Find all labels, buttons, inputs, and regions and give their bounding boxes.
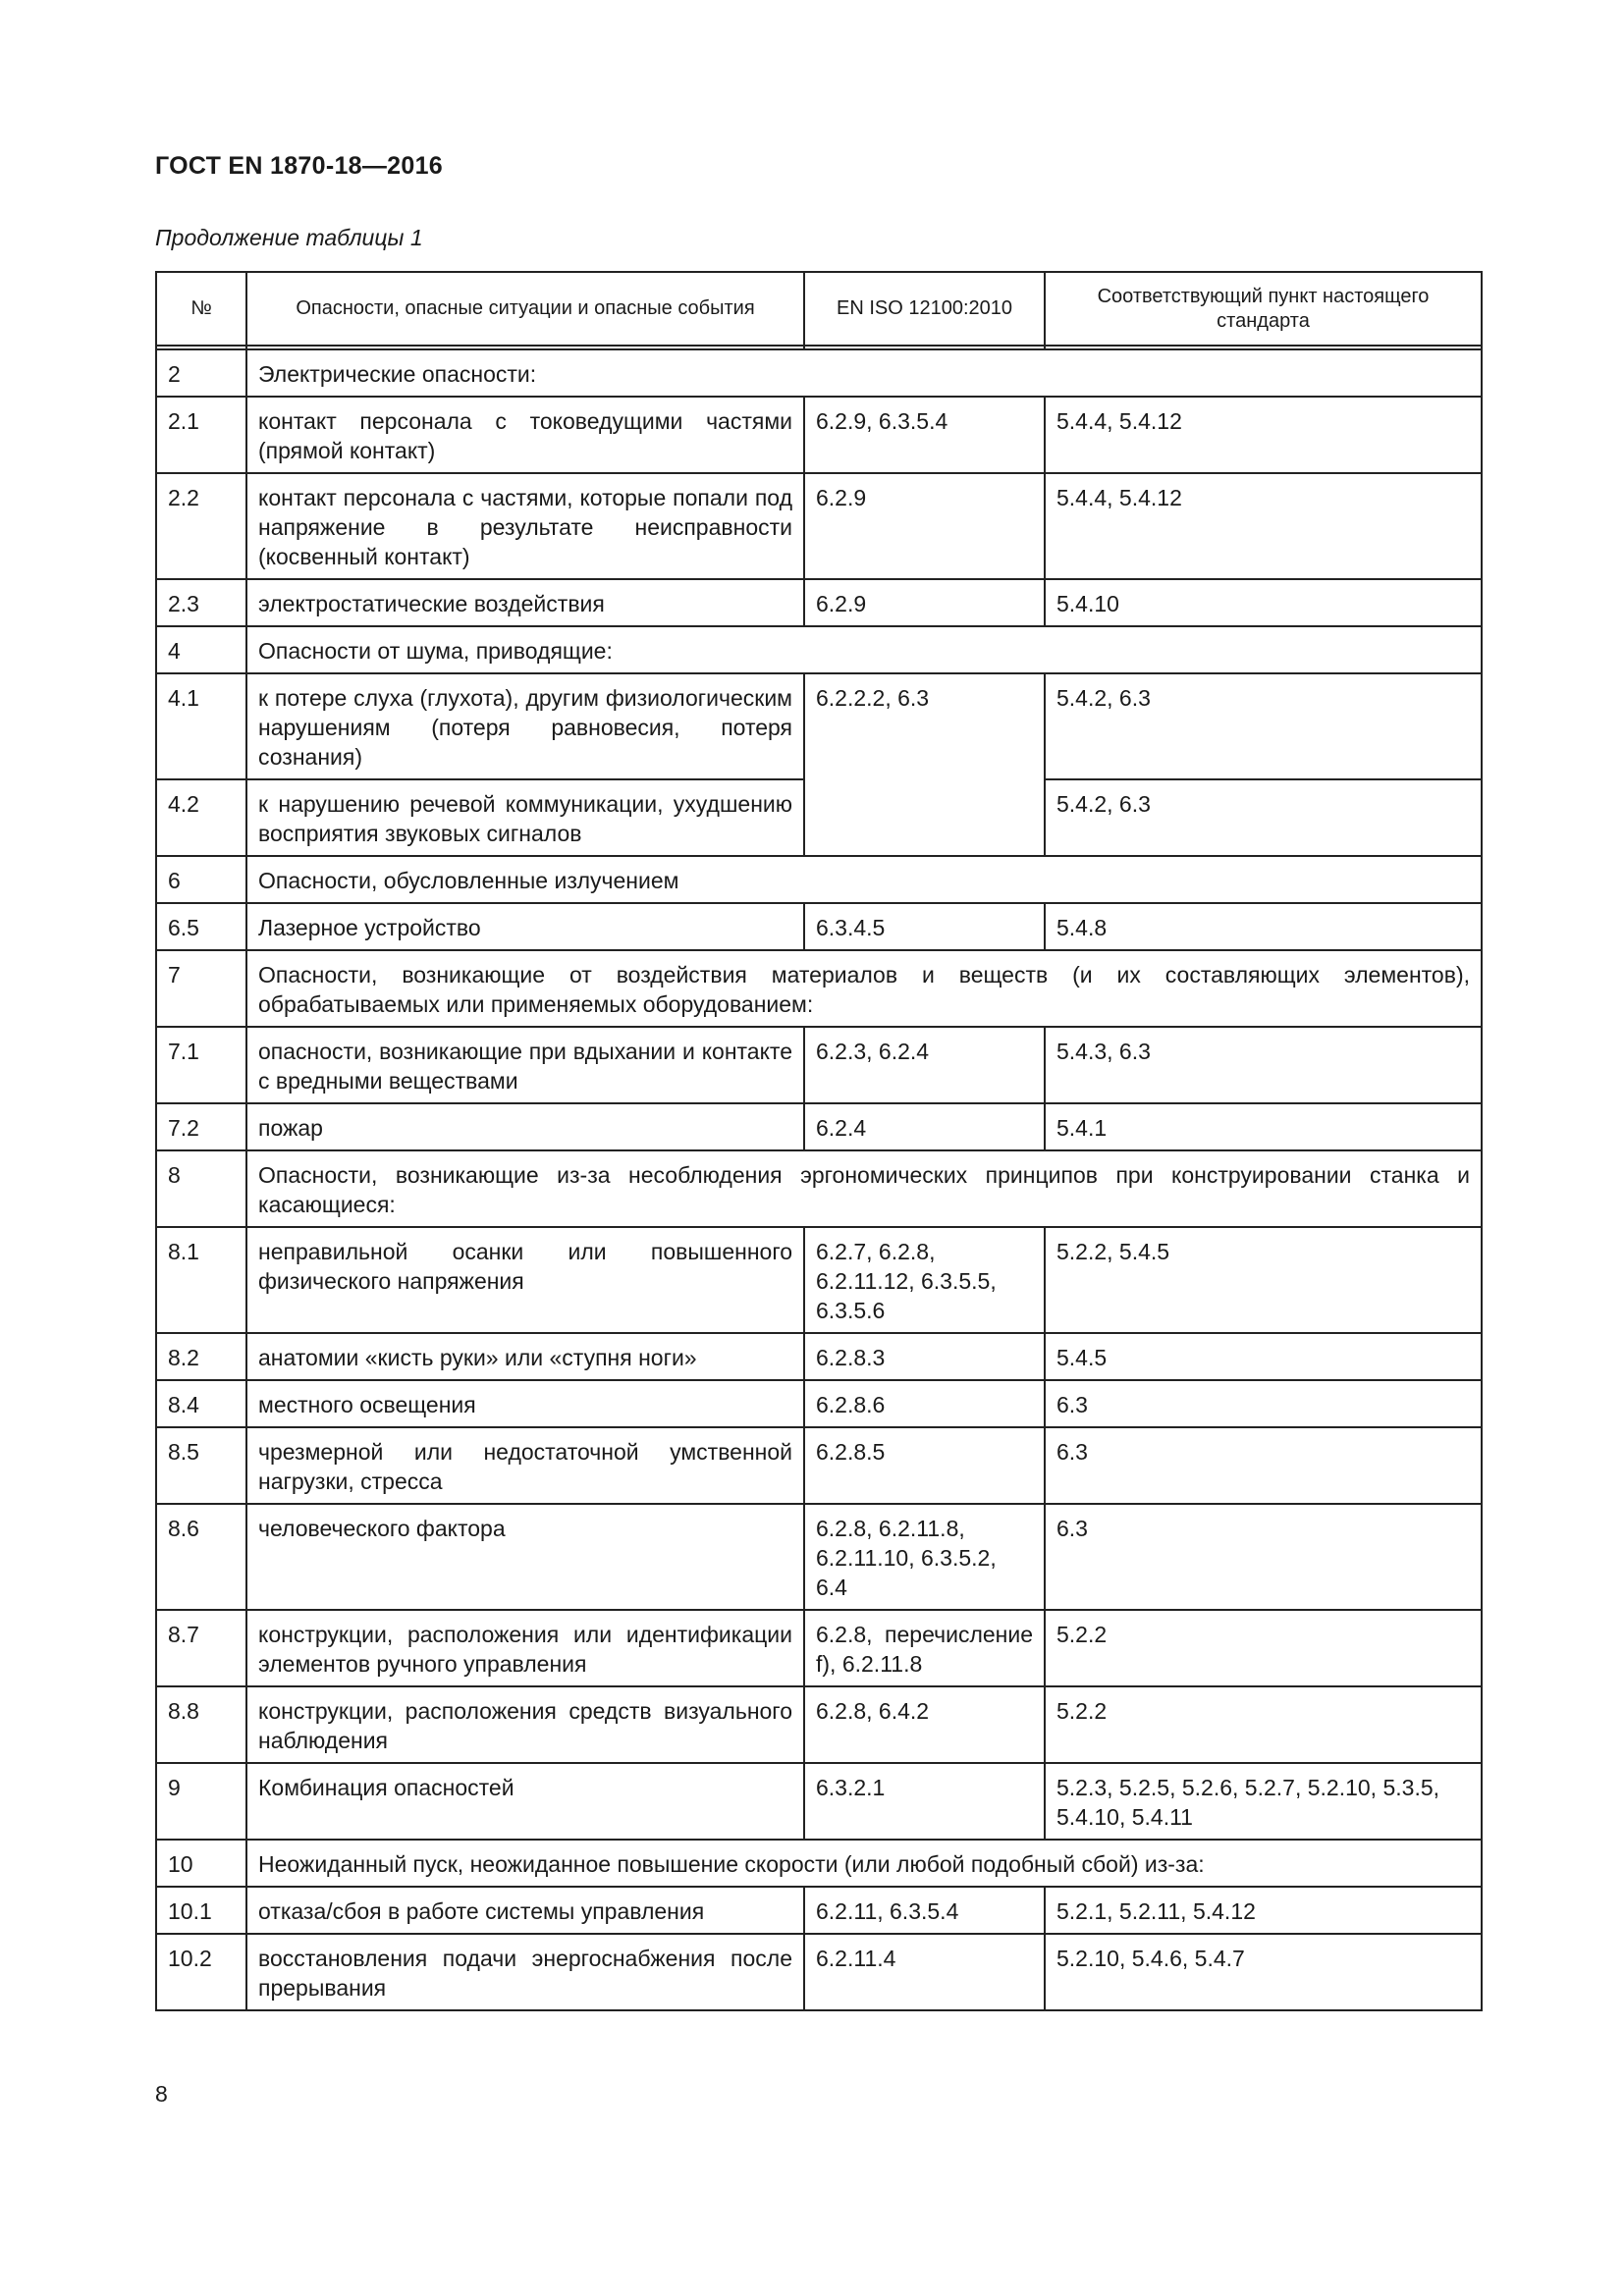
row-iso-ref: 6.2.9 [804, 579, 1045, 626]
row-clause-ref: 5.4.2, 6.3 [1045, 673, 1482, 779]
row-number: 8.4 [156, 1380, 246, 1427]
row-iso-ref: 6.3.2.1 [804, 1763, 1045, 1840]
row-clause-ref: 5.4.4, 5.4.12 [1045, 473, 1482, 579]
row-number: 2.2 [156, 473, 246, 579]
table-caption: Продолжение таблицы 1 [155, 225, 423, 250]
table-row [156, 1763, 1482, 1840]
row-number: 2.1 [156, 397, 246, 473]
table-row [156, 1686, 1482, 1763]
table-row [156, 1103, 1482, 1150]
table-row [156, 903, 1482, 950]
row-number: 10 [156, 1840, 246, 1887]
row-number: 8.2 [156, 1333, 246, 1380]
row-description: контакт персонала с токоведущими частями (прямой контакт) [246, 397, 804, 473]
row-number: 8.6 [156, 1504, 246, 1610]
row-description: конструкции, расположения или идентификации элементов ручного управления [246, 1610, 804, 1686]
row-description: неправильной осанки или повышенного физического напряжения [246, 1227, 804, 1333]
row-number: 6.5 [156, 903, 246, 950]
table-row [156, 1934, 1482, 2010]
table-row [156, 1427, 1482, 1504]
row-description: отказа/сбоя в работе системы управления [246, 1887, 804, 1934]
row-clause-ref: 5.4.3, 6.3 [1045, 1027, 1482, 1103]
table-row [156, 1227, 1482, 1333]
row-iso-ref: 6.2.4 [804, 1103, 1045, 1150]
row-iso-ref: 6.2.11.4 [804, 1934, 1045, 2010]
row-description: Опасности, возникающие из-за несоблюдения эргономических принципов при конструировании станка и касающиеся: [246, 1150, 1482, 1227]
row-description: Опасности, обусловленные излучением [246, 856, 1482, 903]
row-description: конструкции, расположения средств визуального наблюдения [246, 1686, 804, 1763]
row-iso-ref: 6.2.11, 6.3.5.4 [804, 1887, 1045, 1934]
row-iso-ref: 6.2.2.2, 6.3 [804, 673, 1045, 856]
row-description: чрезмерной или недостаточной умственной нагрузки, стресса [246, 1427, 804, 1504]
table-row [156, 1887, 1482, 1934]
table-row [156, 1380, 1482, 1427]
table-row [156, 397, 1482, 473]
table-row [156, 579, 1482, 626]
row-number: 7.1 [156, 1027, 246, 1103]
table-row [156, 856, 1482, 903]
row-iso-ref: 6.2.8, 6.4.2 [804, 1686, 1045, 1763]
table-row [156, 349, 1482, 397]
row-number: 8.8 [156, 1686, 246, 1763]
row-description: к нарушению речевой коммуникации, ухудшению восприятия звуковых сигналов [246, 779, 804, 856]
row-description: Опасности от шума, приводящие: [246, 626, 1482, 673]
table-row [156, 626, 1482, 673]
table-row [156, 950, 1482, 1027]
row-iso-ref: 6.2.8.6 [804, 1380, 1045, 1427]
row-clause-ref: 5.2.2 [1045, 1686, 1482, 1763]
row-description: Неожиданный пуск, неожиданное повышение скорости (или любой подобный сбой) из-за: [246, 1840, 1482, 1887]
table-row [156, 1027, 1482, 1103]
row-description: Лазерное устройство [246, 903, 804, 950]
row-description: к потере слуха (глухота), другим физиологическим нарушениям (потеря равновесия, потеря сознания) [246, 673, 804, 779]
table-row [156, 1333, 1482, 1380]
page-number: 8 [155, 2081, 168, 2107]
row-description: человеческого фактора [246, 1504, 804, 1610]
row-clause-ref: 6.3 [1045, 1504, 1482, 1610]
header-hazards: Опасности, опасные ситуации и опасные события [246, 272, 804, 346]
row-number: 8.1 [156, 1227, 246, 1333]
row-clause-ref: 5.2.2, 5.4.5 [1045, 1227, 1482, 1333]
row-description: опасности, возникающие при вдыхании и контакте с вредными веществами [246, 1027, 804, 1103]
document-title: ГОСТ EN 1870-18—2016 [155, 152, 443, 180]
row-iso-ref: 6.2.7, 6.2.8, 6.2.11.12, 6.3.5.5, 6.3.5.6 [804, 1227, 1045, 1333]
row-number: 9 [156, 1763, 246, 1840]
table-row [156, 1610, 1482, 1686]
row-description: восстановления подачи энергоснабжения после прерывания [246, 1934, 804, 2010]
hazards-table [155, 271, 1483, 2011]
header-clause: Соответствующий пункт настоящего стандарта [1045, 272, 1482, 346]
row-iso-ref: 6.2.9, 6.3.5.4 [804, 397, 1045, 473]
row-description: местного освещения [246, 1380, 804, 1427]
header-iso: EN ISO 12100:2010 [804, 272, 1045, 346]
row-number: 7 [156, 950, 246, 1027]
row-iso-ref: 6.3.4.5 [804, 903, 1045, 950]
row-clause-ref: 5.4.5 [1045, 1333, 1482, 1380]
row-number: 8 [156, 1150, 246, 1227]
row-clause-ref: 5.2.3, 5.2.5, 5.2.6, 5.2.7, 5.2.10, 5.3.5, 5.4.10, 5.4.11 [1045, 1763, 1482, 1840]
row-number: 4.2 [156, 779, 246, 856]
row-description: контакт персонала с частями, которые попали под напряжение в результате неисправности (косвенный контакт) [246, 473, 804, 579]
row-clause-ref: 5.2.1, 5.2.11, 5.4.12 [1045, 1887, 1482, 1934]
header-number: № [156, 272, 246, 346]
row-clause-ref: 5.4.4, 5.4.12 [1045, 397, 1482, 473]
row-number: 2 [156, 349, 246, 397]
row-number: 8.5 [156, 1427, 246, 1504]
row-iso-ref: 6.2.8, перечисление f), 6.2.11.8 [804, 1610, 1045, 1686]
row-clause-ref: 6.3 [1045, 1380, 1482, 1427]
row-number: 10.2 [156, 1934, 246, 2010]
row-clause-ref: 6.3 [1045, 1427, 1482, 1504]
table-header-row [156, 272, 1482, 346]
row-clause-ref: 5.4.2, 6.3 [1045, 779, 1482, 856]
row-number: 6 [156, 856, 246, 903]
row-number: 4 [156, 626, 246, 673]
row-number: 7.2 [156, 1103, 246, 1150]
row-clause-ref: 5.4.10 [1045, 579, 1482, 626]
row-iso-ref: 6.2.8.3 [804, 1333, 1045, 1380]
table-row [156, 1150, 1482, 1227]
table-row [156, 1504, 1482, 1610]
row-description: Электрические опасности: [246, 349, 1482, 397]
row-description: пожар [246, 1103, 804, 1150]
row-clause-ref: 5.4.8 [1045, 903, 1482, 950]
row-clause-ref: 5.4.1 [1045, 1103, 1482, 1150]
row-iso-ref: 6.2.8.5 [804, 1427, 1045, 1504]
row-iso-ref: 6.2.9 [804, 473, 1045, 579]
table-row [156, 673, 1482, 779]
row-number: 10.1 [156, 1887, 246, 1934]
row-number: 2.3 [156, 579, 246, 626]
row-iso-ref: 6.2.3, 6.2.4 [804, 1027, 1045, 1103]
row-description: Опасности, возникающие от воздействия материалов и веществ (и их составляющих элементов), обрабатываемых или применяемых оборудованием: [246, 950, 1482, 1027]
row-description: анатомии «кисть руки» или «ступня ноги» [246, 1333, 804, 1380]
table-row [156, 1840, 1482, 1887]
row-clause-ref: 5.2.10, 5.4.6, 5.4.7 [1045, 1934, 1482, 2010]
row-number: 8.7 [156, 1610, 246, 1686]
row-number: 4.1 [156, 673, 246, 779]
table-row [156, 473, 1482, 579]
row-description: Комбинация опасностей [246, 1763, 804, 1840]
row-iso-ref: 6.2.8, 6.2.11.8, 6.2.11.10, 6.3.5.2, 6.4 [804, 1504, 1045, 1610]
row-description: электростатические воздействия [246, 579, 804, 626]
row-clause-ref: 5.2.2 [1045, 1610, 1482, 1686]
